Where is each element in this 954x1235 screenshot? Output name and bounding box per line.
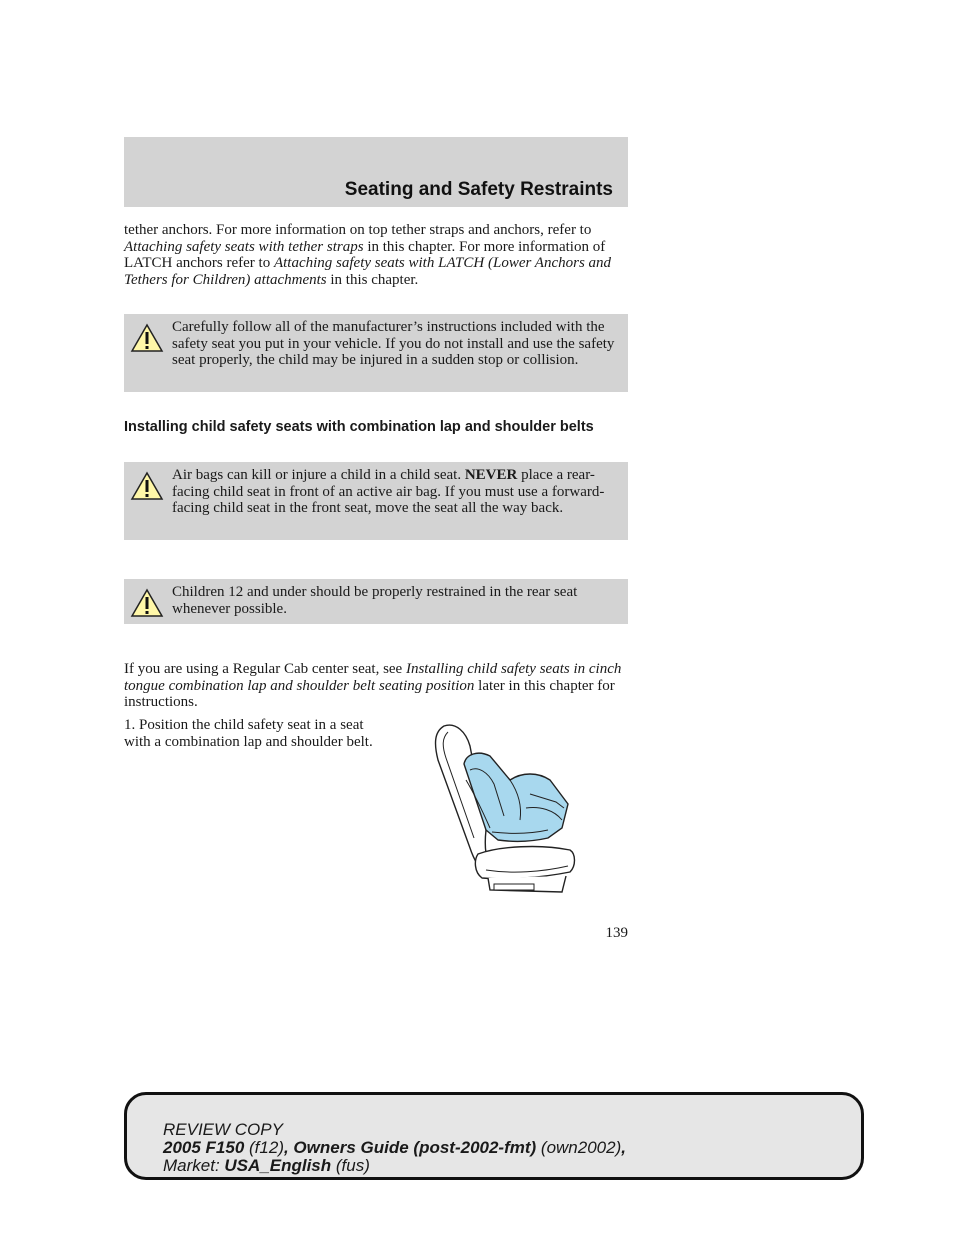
intro-paragraph xyxy=(124,222,628,288)
warning-box-2 xyxy=(124,462,628,540)
warning-box-1 xyxy=(124,314,628,392)
regular-cab-text-1: If you are using a Regular Cab center seat, see xyxy=(124,661,406,677)
subheading: Installing child safety seats with combination lap and shoulder belts xyxy=(124,419,594,435)
regular-cab-text-2: later in this chapter for instructions. xyxy=(124,677,615,710)
intro-text-3: in this chapter. xyxy=(326,271,419,288)
footer-line-2 xyxy=(163,1139,861,1157)
section-header xyxy=(124,137,628,207)
intro-text-2: in this chapter. For more information of LATCH anchors refer to xyxy=(124,238,606,271)
warning-2-text-pre: Air bags can kill or injure a child in a child seat. xyxy=(172,467,465,483)
regular-cab-paragraph xyxy=(124,661,628,711)
footer-comma: , xyxy=(621,1138,626,1157)
footer-guide: , Owners Guide (post-2002-fmt) xyxy=(283,1138,537,1157)
warning-triangle-icon xyxy=(130,471,164,501)
footer-market-label: Market: xyxy=(163,1156,225,1175)
warning-triangle-icon xyxy=(130,588,164,618)
footer-line-1: REVIEW COPY xyxy=(163,1120,283,1139)
footer-model: 2005 F150 xyxy=(163,1138,245,1157)
warning-2-text-post: place a rear-facing child seat in front of an active air bag. If you must use a forward-facing child seat in the front seat, move the seat all the way back. xyxy=(172,467,605,516)
warning-2-never: NEVER xyxy=(464,467,518,483)
child-seat-illustration xyxy=(430,720,580,900)
review-footer xyxy=(124,1092,864,1180)
footer-guide-code: (own2002) xyxy=(536,1138,622,1157)
footer-market-code: (fus) xyxy=(331,1156,370,1175)
warning-triangle-icon xyxy=(130,323,164,353)
footer-line-3 xyxy=(163,1157,861,1175)
warning-box-3 xyxy=(124,579,628,624)
page-number: 139 xyxy=(605,925,628,941)
warning-3-text: Children 12 and under should be properly restrained in the rear seat whenever possible. xyxy=(172,584,578,617)
intro-ref-latch: Attaching safety seats with LATCH (Lower Anchors and Tethers for Children) attachments xyxy=(124,255,612,288)
intro-ref-tether: Attaching safety seats with tether straps xyxy=(124,238,364,255)
step-1-text: 1. Position the child safety seat in a seat with a combination lap and shoulder belt. xyxy=(124,717,373,750)
regular-cab-ref: Installing child safety seats in cinch tongue combination lap and shoulder belt seating position xyxy=(124,661,622,694)
intro-text-1: tether anchors. For more information on top tether straps and anchors, refer to xyxy=(124,222,592,238)
footer-model-code: (f12) xyxy=(244,1138,284,1157)
section-title: Seating and Safety Restraints xyxy=(344,179,613,200)
warning-1-text: Carefully follow all of the manufacturer’s instructions included with the safety seat you put in your vehicle. If you do not install and use the safety seat properly, the child may be injured in a sudden stop or collision. xyxy=(172,319,615,368)
footer-market: USA_English xyxy=(224,1156,332,1175)
